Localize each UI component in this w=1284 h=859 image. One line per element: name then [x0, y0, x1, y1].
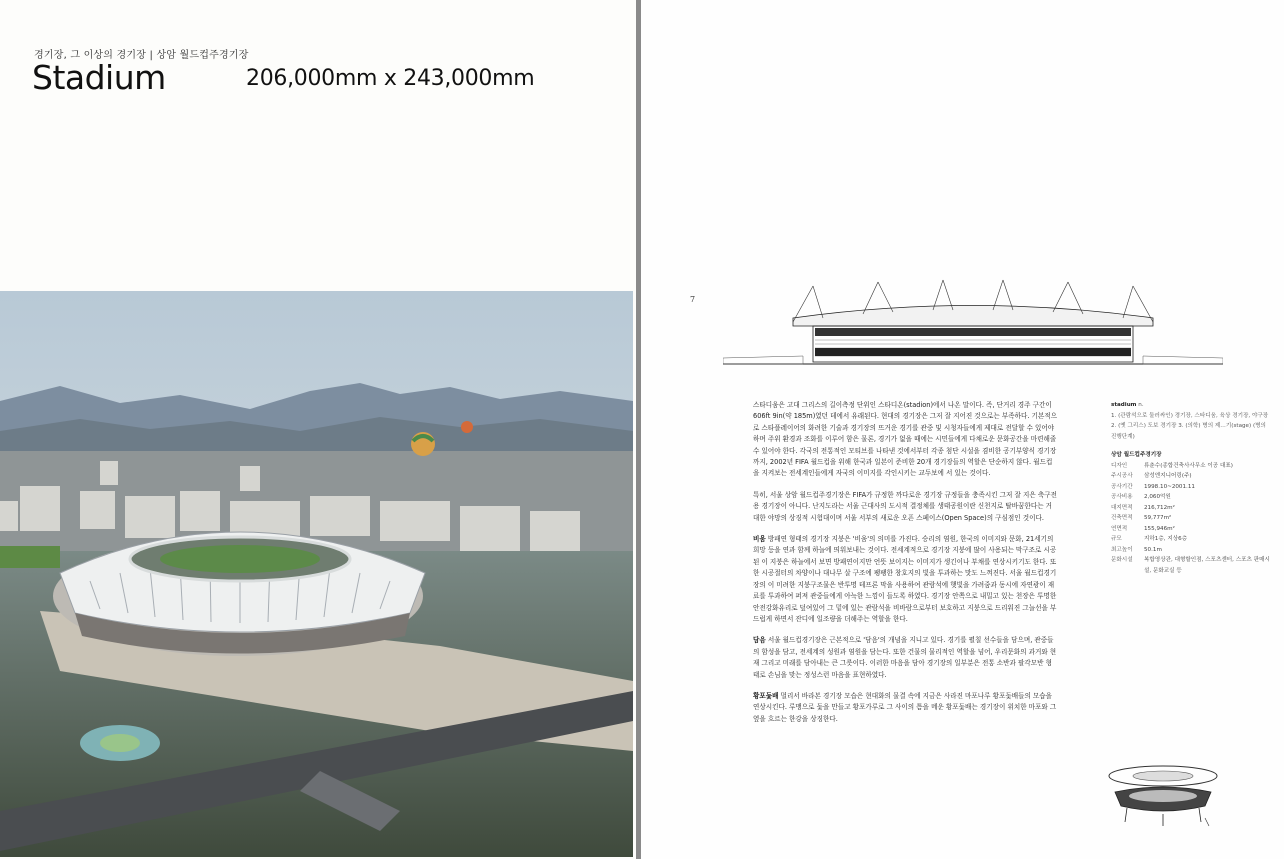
spec-row: 공사기간 1998.10~2001.11 — [1111, 483, 1195, 490]
page-number: 7 — [690, 295, 696, 304]
spec-row: 주시공사 삼성엔지니어링(주) — [1111, 473, 1192, 479]
paragraph-bium: 비움 방패연 형태의 경기장 지붕은 '비움'의 의미를 가진다. 승리의 염원, 한국의 이미지와 문화, 21세기의 희망 등을 연과 함께 하늘에 띄워보내는 것이다. 전세계적으로 경기장 지붕에 많이 사용되는 막구조로 시공된 이 지붕은 하늘에서 보면 방패연이지만 언뜻 보이지는 이미지가 생긴이나 부채를 연상시키기도 한다. 또한 시공절터의 차양이나 대나무 살 구조에 팽팽한 창호지의 빛을 투과하는 맛도 느껴진다. 서울 월드컵경기장의 이 미려한 지붕구조물은 반투명 테프론 막을 사용하여 관람석에 햇빛을 가려줌과 동시에 자연광이 재료를 투과하여 퍼져 관중들에게 아늑한 느낌이 들도록 하였다. 경기장 안쪽으로 내밀고 있는 천장은 투명한 안전강화유리로 덮여있어 그 밑에 있는 관람석을 비바람으로부터 보호하고 지붕으로 드리워진 그늘선을 부드럽게 하면서 잔디에 일조량을 더해주는 역할을 한다. — [753, 535, 1057, 623]
left-page — [0, 0, 636, 859]
spec-row: 연면적 155,946m² — [1111, 525, 1175, 532]
spec-list — [1111, 461, 1271, 577]
spec-row: 최고높이 50.1m — [1111, 546, 1162, 553]
dictionary-definition: 1. (관람석으로 둘러싸인) 경기장, 스타디움, 육상 경기장, 야구장 2. (옛 그리스) 도보 경기장 3. (의학) 병의 제…기(stage) (병의 진행단계) — [1111, 412, 1269, 440]
stadium-elevation-drawing — [723, 278, 1223, 378]
spec-row: 디자인 류춘수(종합건축사사무소 이공 대표) — [1111, 462, 1233, 469]
paragraph-hwangpo: 황포돛배 멀리서 바라본 경기장 모습은 현대화의 물결 속에 지금은 사라진 마포나루 황포돛배들의 모습을 연상시킨다. 루맹으로 돛을 만들고 황포가루로 그 사이의 틈을 메운 황포돛배는 경기장이 위치한 마포와 그 옆을 흐르는 한강을 상징한다. — [753, 691, 1057, 723]
aerial-stadium-photo — [0, 291, 633, 857]
paragraph-dameum: 담음 서울 월드컵경기장은 근본적으로 '담음'의 개념을 지니고 있다. 경기를 펼칠 선수들을 담으며, 관중들의 함성을 담고, 전세계의 성원과 염원을 담는다. 또한 건물의 물리적인 역할을 넘어, 우리문화의 과거와 현재 그리고 미래를 담아내는 큰 그릇이다. 이러한 마음을 담아 경기장의 일부분은 전통 소반과 팔각모반 형태로 손님을 맞는 정성스런 마음을 표현하였다. — [753, 636, 1057, 679]
article-body — [753, 400, 1057, 735]
section-kicker: 경기장, 그 이상의 경기장 | 상암 월드컵주경기장 — [34, 50, 249, 61]
stadium-dimensions: 206,000mm x 243,000mm — [246, 66, 535, 91]
page-title: Stadium — [32, 58, 166, 97]
paragraph-sangam: 특히, 서울 상암 월드컵주경기장은 FIFA가 규정한 까다로운 경기장 규정들을 충족시킨 그저 잘 지은 축구전용 경기장이 아니다. 난지도라는 서울 근대사의 도시적 결정체를 생태공원이란 신천지로 탈바꿈한다는 거대한 야망의 상징적 시험대이며 서울 서부의 새로운 오픈 스페이스(Open Space)의 구심점인 것이다. — [753, 490, 1057, 522]
spec-row: 문화시설 복합영상관, 대형할인점, 스포츠센터, 스포츠 판매시설, 문화교실 등 — [1111, 557, 1270, 574]
spec-row: 공사비용 2,060억원 — [1111, 494, 1171, 500]
paragraph-intro: 스타디움은 고대 그리스의 길이측정 단위인 스타디온(stadion)에서 나온 말이다. 즉, 단거리 경주 구간이 606ft 9in(약 185m)였던 데에서 유래된다. 현대의 경기장은 그저 잘 지어진 것으로는 부족하다. 기본적으로 스타플레이어의 화려한 기술과 경기장의 뜨거운 경기를 관중 및 시청자들에게 제대로 전달할 수 있어야 하며 주위 환경과 조화를 이루어 함은 물론, 경기가 없을 때에는 시민들에게 다채로운 문화공간을 마련해줄 수 있어야 한다. 각국의 전통적인 모티브를 나타낸 것에서부터 각종 첨단 시설을 겸비한 공기부양식 경기장까지, 2002년 FIFA 월드컵을 위해 한국과 일본이 준비한 20개 경기장들의 역할은 단순하지 않다. 월드컵을 지켜보는 전세계인들에게 자국의 이미지를 각인시키는 교두보에 서 있는 것이다. — [753, 401, 1058, 478]
spec-row: 규모 지하1층, 지상6층 — [1111, 536, 1188, 542]
spec-title: 상암 월드컵주경기장 — [1111, 452, 1162, 458]
sidebar-info — [1111, 400, 1271, 576]
spec-row: 건축면적 59,777m² — [1111, 515, 1172, 521]
spec-row: 대지면적 216,712m² — [1111, 504, 1175, 511]
stadium-sketch-illustration — [1105, 762, 1221, 832]
right-page — [641, 0, 1284, 859]
dictionary-entry: stadium n. — [1111, 402, 1144, 408]
